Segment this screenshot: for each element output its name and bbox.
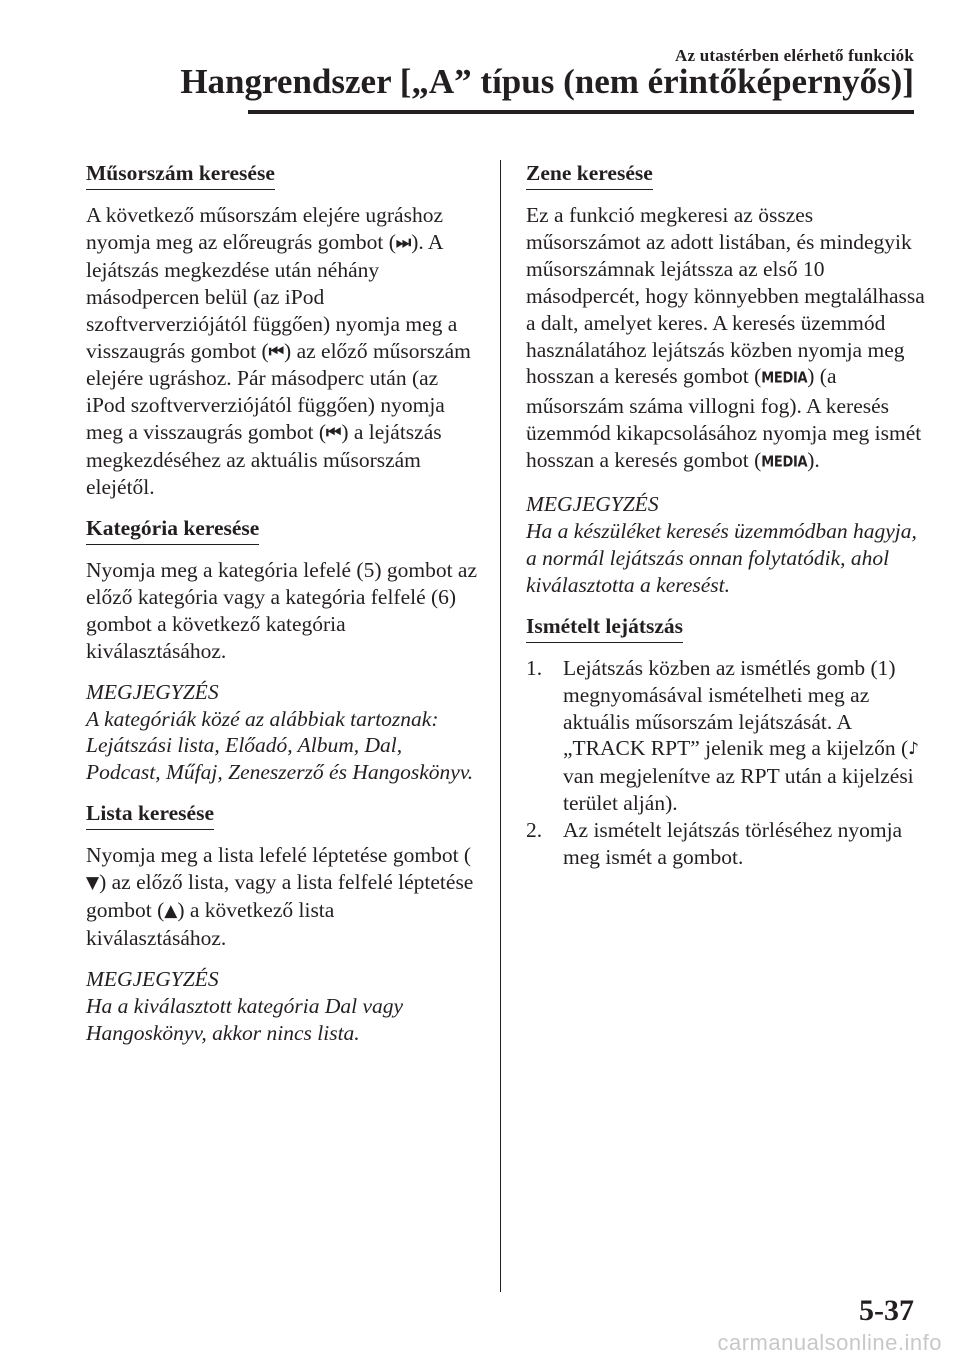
- category-search-heading: Kategória keresése: [86, 515, 259, 545]
- note-heading: MEGJEGYZÉS: [86, 679, 219, 704]
- note-text: Ha a készüléket keresés üzemmódban hagyja, a normál lejátszás onnan folytatódik, ahol kiválasztotta a keresést.: [526, 518, 917, 597]
- note-text: Ha a kiválasztott kategória Dal vagy Hangoskönyv, akkor nincs lista.: [86, 993, 404, 1045]
- list-item: [526, 817, 926, 871]
- media-button-icon: MEDIA: [761, 370, 808, 388]
- note-heading: MEGJEGYZÉS: [86, 966, 219, 991]
- music-search-text: [526, 202, 926, 477]
- section-track-search: [86, 160, 478, 501]
- text-part: Ez a funkció megkeresi az összes műsorszámot az adott listában, és mindegyik műsorszámnak lejátssza az első 10 másodpercét, hogy könnyebben megtalálhassa a dalt, amelyet keres. A keresés üzemmód használatához lejátszás közben nyomja meg hosszan a keresés gombot (: [526, 203, 925, 389]
- section-category-search: [86, 515, 478, 786]
- watermark: carmanualsonline.info: [717, 1330, 942, 1355]
- repeat-play-heading: Ismételt lejátszás: [526, 613, 683, 643]
- text-part: van megjelenítve az RPT után a kijelzési terület alján).: [563, 764, 914, 816]
- section-repeat-play: [526, 613, 926, 871]
- music-note-icon: ♪: [908, 739, 919, 760]
- note-heading: MEGJEGYZÉS: [526, 492, 659, 517]
- category-search-text: Nyomja meg a kategória lefelé (5) gombot az előző kategória vagy a kategória felfelé (6) gombot a következő kategória kiválasztásához.: [86, 557, 478, 663]
- list-note: [86, 966, 478, 1047]
- text-part: ) a következő lista kiválasztásához.: [86, 898, 335, 950]
- repeat-steps: [526, 655, 926, 871]
- left-column: [86, 160, 478, 1061]
- media-button-icon: MEDIA: [761, 453, 808, 472]
- list-search-heading: Lista keresése: [86, 800, 214, 830]
- step-number: 2.: [526, 818, 543, 843]
- text-part: ) (a műsorszám száma villogni fog). A keresés üzemmód kikapcsolásához nyomja meg ismét hosszan a keresés gombot (: [526, 364, 922, 473]
- text-part: ).: [807, 448, 820, 473]
- section-list-search: [86, 800, 478, 1046]
- text-part: Az ismételt lejátszás törléséhez nyomja meg ismét a gombot.: [563, 818, 903, 870]
- music-note: [526, 491, 926, 599]
- text-part: ) az előző műsorszám elejére ugráshoz. Pár másodperc után (az iPod szoftververziójától függően) nyomja meg a visszaugrás gombot (: [86, 338, 471, 445]
- text-part: Nyomja meg a lista lefelé léptetése gombot (: [86, 843, 472, 868]
- note-text: A kategóriák közé az alábbiak tartoznak: Lejátszási lista, Előadó, Album, Dal, Podcast, Műfaj, Zeneszerző és Hangoskönyv.: [86, 706, 474, 785]
- text-part: Lejátszás közben az ismétlés gomb (1) megnyomásával ismételheti meg az aktuális műsorszám lejátszását. A „TRACK RPT” jelenik meg a kijelzőn (: [563, 655, 909, 761]
- text-part: A következő műsorszám elejére ugráshoz nyomja meg az előreugrás gombot (: [86, 203, 444, 254]
- track-search-text: [86, 202, 478, 501]
- skip-forward-icon: ⏭: [395, 232, 412, 253]
- header-rule: [248, 110, 914, 114]
- skip-back-icon: ⏮: [326, 423, 342, 444]
- skip-back-icon: ⏮: [268, 341, 285, 362]
- page-title: Hangrendszer [„A” típus (nem érintőképernyős)]: [180, 62, 914, 101]
- list-search-text: [86, 842, 478, 952]
- up-arrow-icon: ▲: [164, 901, 178, 922]
- section-header: Az utastérben elérhető funkciók: [675, 46, 914, 65]
- text-part: ) az előző lista, vagy a lista felfelé léptetése gombot (: [86, 870, 474, 923]
- text-part: ) a lejátszás megkezdéséhez az aktuális műsorszám elejétől.: [86, 420, 442, 500]
- category-note: [86, 679, 478, 787]
- text-part: ). A lejátszás megkezdése után néhány másodpercen belül (az iPod szoftververziójától függően) nyomja meg a visszaugrás gombot (: [86, 229, 458, 363]
- right-column: [526, 160, 926, 873]
- track-search-heading: Műsorszám keresése: [86, 160, 275, 190]
- page-number: 5-37: [859, 1294, 914, 1327]
- section-music-search: [526, 160, 926, 599]
- down-arrow-icon: ▼: [86, 873, 100, 894]
- step-number: 1.: [526, 655, 543, 680]
- list-item: [526, 655, 926, 817]
- music-search-heading: Zene keresése: [526, 160, 653, 190]
- column-divider: [500, 160, 501, 1292]
